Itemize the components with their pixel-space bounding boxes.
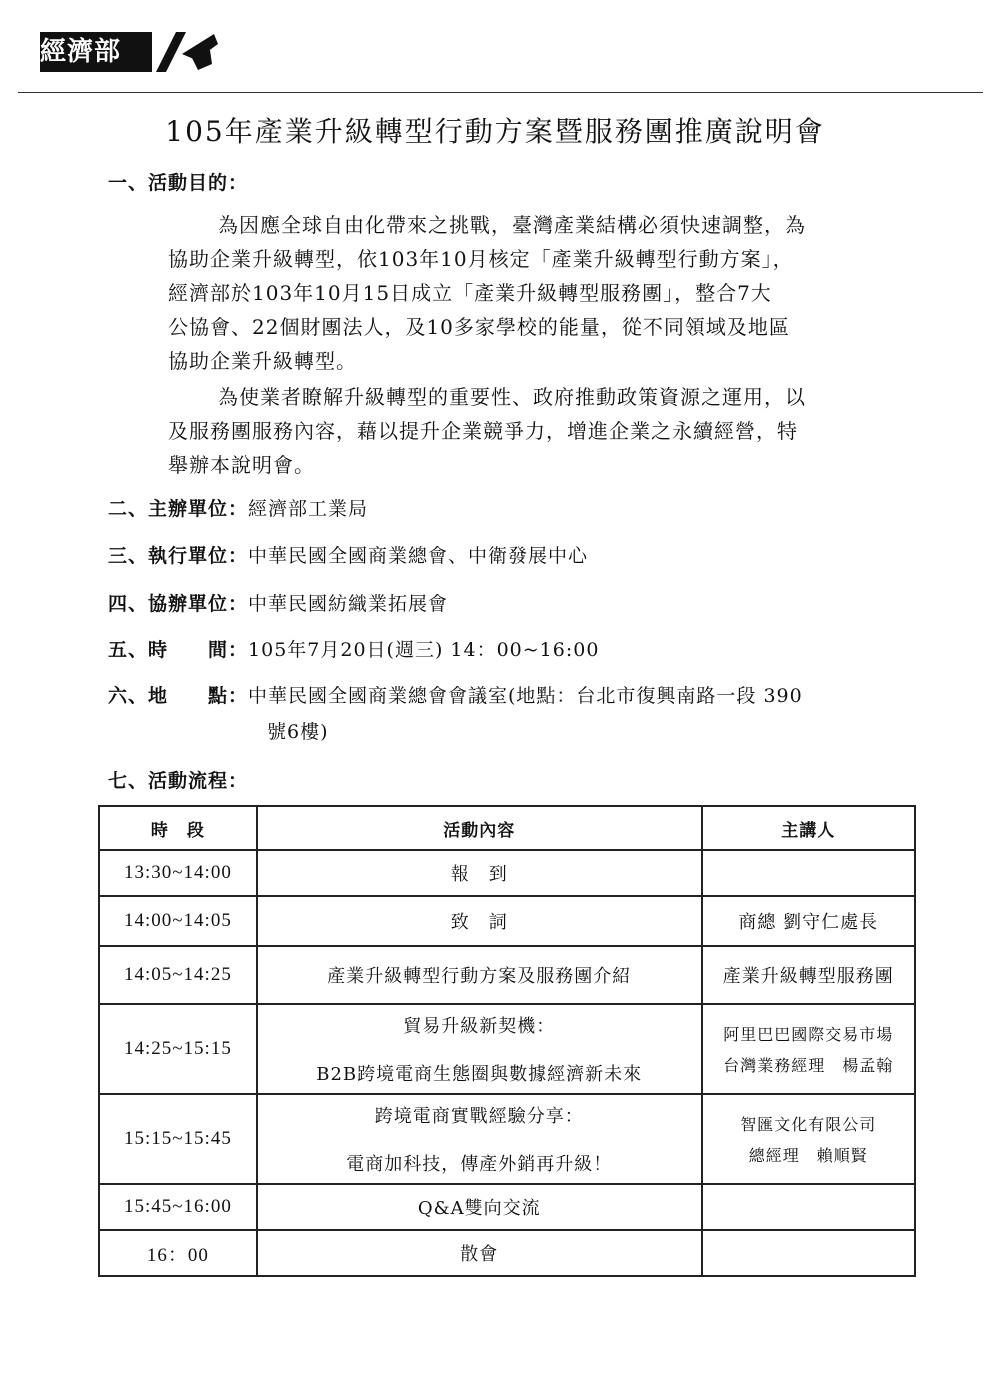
row-content-line: 跨境電商實戰經驗分享：: [374, 1106, 584, 1127]
row-content: [257, 1094, 702, 1184]
row-speaker: [702, 1094, 915, 1184]
table-row: [99, 850, 915, 896]
row-time: 15:45~16:00: [99, 1184, 257, 1230]
row-speaker-line: 智匯文化有限公司: [740, 1115, 877, 1134]
place-row-continued: [267, 716, 329, 748]
document-title: 105年產業升級轉型行動方案暨服務團推廣說明會: [165, 115, 825, 148]
table-row: [99, 896, 915, 946]
row-content: 產業升級轉型行動方案及服務團介紹: [257, 946, 702, 1004]
row-speaker-line: 阿里巴巴國際交易市場: [723, 1025, 894, 1044]
row-speaker-line: 總經理 賴順賢: [748, 1146, 868, 1165]
co-organizer-label: 四、協辦單位：: [108, 593, 249, 615]
row-time: 14:25~15:15: [99, 1004, 257, 1094]
executor-label: 三、執行單位：: [108, 545, 249, 567]
section-7-heading: 七、活動流程：: [108, 770, 249, 792]
table-row: [99, 1230, 915, 1276]
row-speaker-line: 台灣業務經理 楊孟翰: [723, 1056, 894, 1075]
logo-text: 經濟部: [40, 32, 152, 72]
section-1-heading: 一、活動目的：: [108, 172, 249, 194]
row-content: 致 詞: [257, 896, 702, 946]
organizer-value: 經濟部工業局: [248, 498, 369, 520]
time-value: 105年7月20日(週三) 14：00~16:00: [248, 639, 600, 661]
place-value: 中華民國全國商業總會會議室(地點：台北市復興南路一段 390: [248, 685, 803, 707]
header-content: 活動內容: [257, 806, 702, 850]
para1-line: 經濟部於103年10月15日成立「產業升級轉型服務團」，整合7大: [168, 281, 772, 305]
table-row: [99, 1184, 915, 1230]
row-content: 散會: [257, 1230, 702, 1276]
schedule-table: [98, 805, 916, 1277]
row-time: 13:30~14:00: [99, 850, 257, 896]
row-speaker: [702, 850, 915, 896]
table-header-row: [99, 806, 915, 850]
row-content-line: B2B跨境電商生態圈與數據經濟新未來: [316, 1064, 643, 1085]
header-rule: [18, 92, 983, 93]
time-row: [108, 634, 599, 666]
header-speaker: 主講人: [702, 806, 915, 850]
para2-line: 為使業者瞭解升級轉型的重要性、政府推動政策資源之運用，以: [218, 385, 806, 409]
moea-logo: [40, 30, 220, 80]
table-row: [99, 946, 915, 1004]
executor-row: [108, 540, 588, 572]
para1-line: 為因應全球自由化帶來之挑戰，臺灣產業結構必須快速調整，為: [218, 213, 806, 237]
time-label: 五、時 間：: [108, 639, 249, 661]
row-time: 15:15~15:45: [99, 1094, 257, 1184]
table-row: [99, 1094, 915, 1184]
organizer-label: 二、主辦單位：: [108, 498, 249, 520]
para1-line: 協助企業升級轉型，依103年10月核定「產業升級轉型行動方案」，: [168, 247, 794, 271]
para2-line: 及服務團服務內容，藉以提升企業競爭力，增進企業之永續經營，特: [168, 419, 798, 443]
place-value-line-2: 號6樓): [267, 721, 329, 743]
co-organizer-row: [108, 588, 448, 620]
organizer-row: [108, 493, 368, 525]
section-1-paragraph-1: [168, 208, 914, 378]
row-time: 14:00~14:05: [99, 896, 257, 946]
section-1-paragraph-2: [168, 380, 914, 482]
place-row: [108, 680, 803, 712]
row-speaker: [702, 1184, 915, 1230]
row-speaker: 產業升級轉型服務團: [702, 946, 915, 1004]
row-speaker: [702, 1230, 915, 1276]
row-content: [257, 1004, 702, 1094]
row-time: 16：00: [99, 1230, 257, 1276]
executor-value: 中華民國全國商業總會、中衛發展中心: [248, 545, 589, 567]
row-speaker: [702, 1004, 915, 1094]
para1-line: 協助企業升級轉型。: [168, 349, 357, 373]
para2-line: 舉辦本說明會。: [168, 453, 315, 477]
row-content-line: 貿易升級新契機：: [403, 1016, 556, 1037]
row-content-line: 電商加科技，傳產外銷再升級！: [346, 1154, 613, 1175]
row-time: 14:05~14:25: [99, 946, 257, 1004]
row-content: Q&A雙向交流: [257, 1184, 702, 1230]
co-organizer-value: 中華民國紡織業拓展會: [248, 593, 449, 615]
header-time: 時 段: [99, 806, 257, 850]
place-label: 六、地 點：: [108, 685, 249, 707]
table-row: [99, 1004, 915, 1094]
logo-mark-icon: [152, 30, 222, 74]
row-content: 報 到: [257, 850, 702, 896]
row-speaker: 商總 劉守仁處長: [702, 896, 915, 946]
para1-line: 公協會、22個財團法人，及10多家學校的能量，從不同領域及地區: [168, 315, 790, 339]
